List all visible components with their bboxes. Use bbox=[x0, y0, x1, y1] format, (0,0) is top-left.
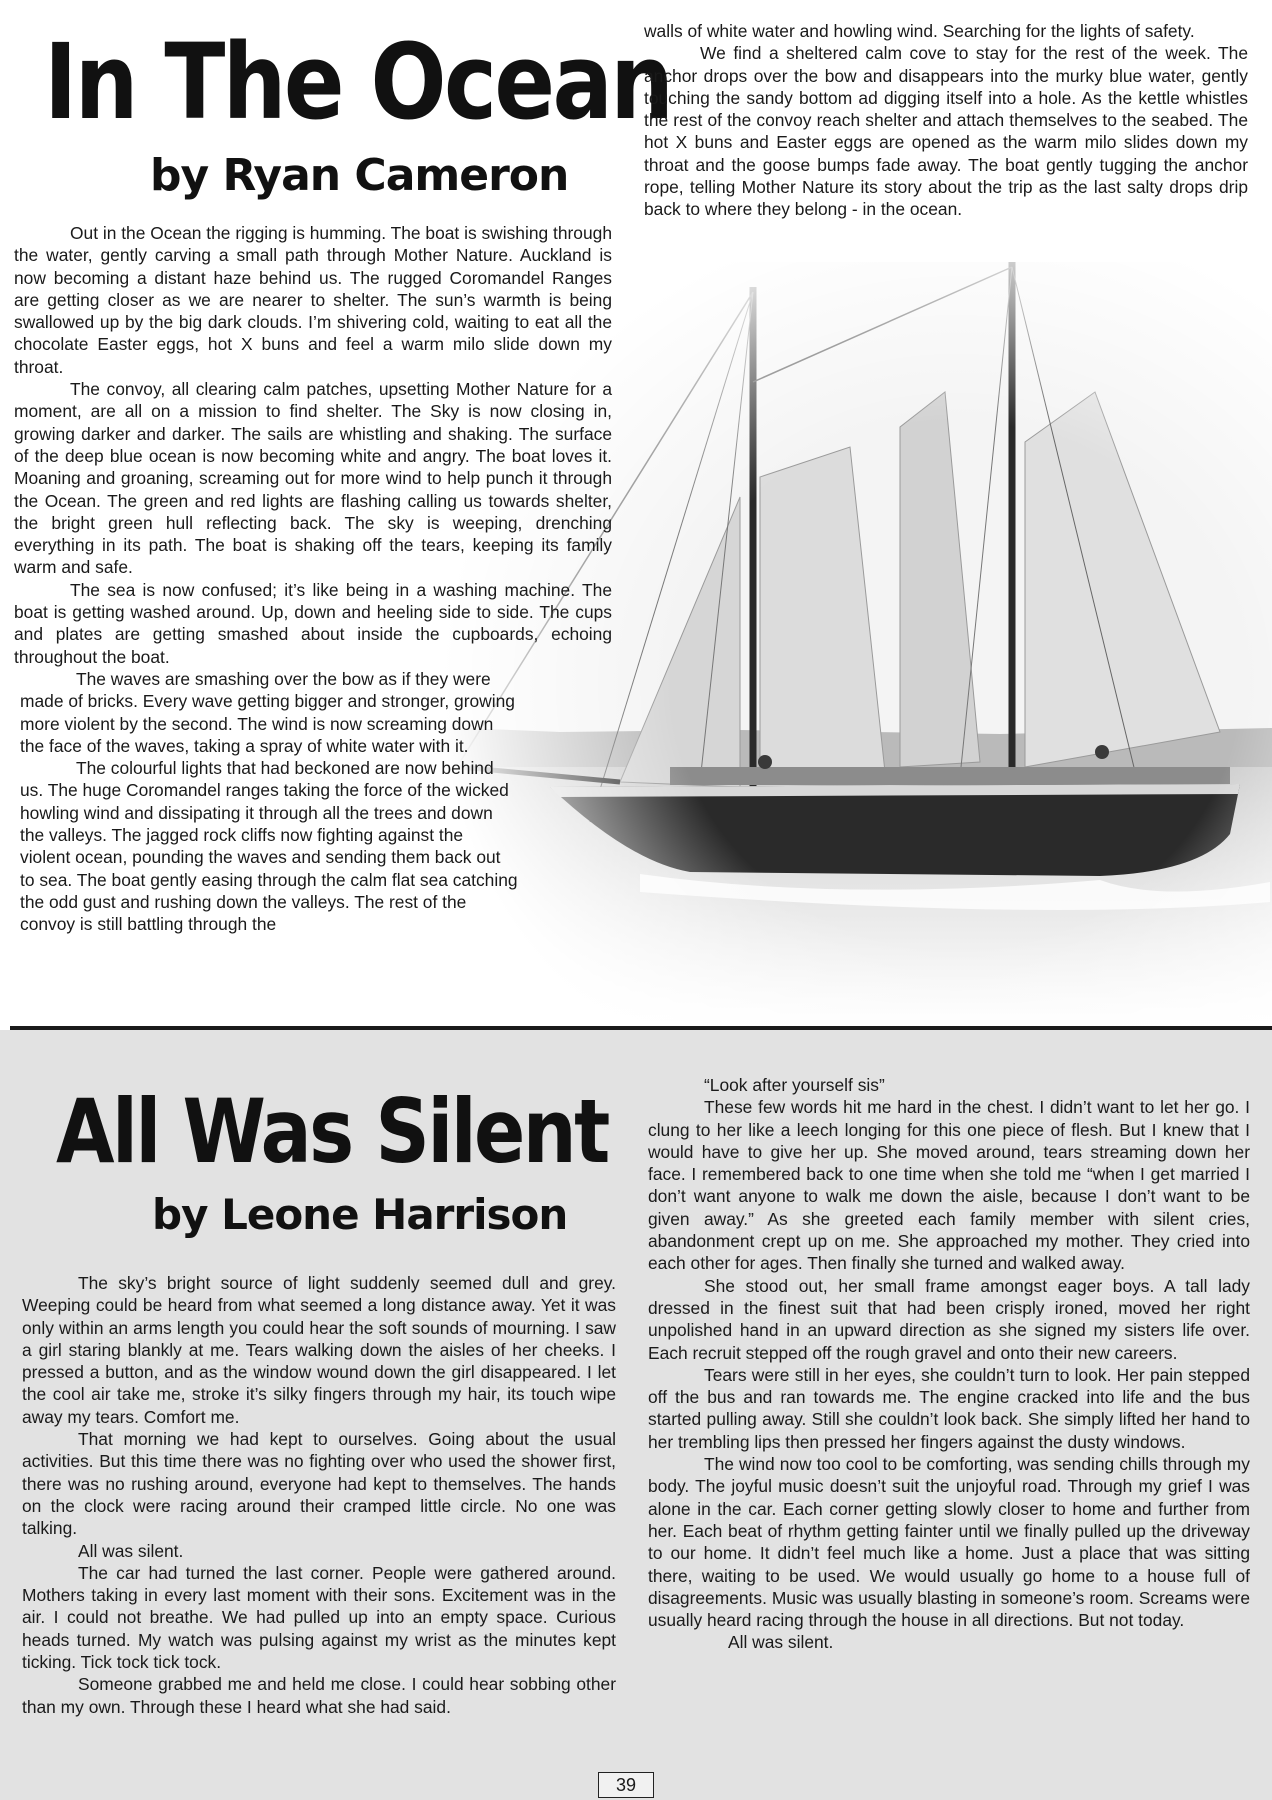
story2-paragraph: She stood out, her small frame amongst eager boys. A tall lady dressed in the finest suit that had been crisply ironed, moved her right unpolished hand in an upward direction as she signed my sisters life over. Each recruit stepped off the rough gravel and onto their new careers. bbox=[648, 1275, 1250, 1363]
story1-paragraph: The waves are smashing over the bow as if they were made of bricks. Every wave getting bigger and stronger, growing more violent by the second. The wind is now screaming down the face of the waves, taking a spray of white water with it. bbox=[20, 669, 515, 756]
story2-paragraph: Someone grabbed me and held me close. I could hear sobbing other than my own. Through these I heard what she had said. bbox=[22, 1674, 616, 1717]
story2-paragraph: “Look after yourself sis” bbox=[704, 1075, 885, 1095]
story2-paragraph: The wind now too cool to be comforting, was sending chills through my body. The joyful music doesn’t suit the unjoyful road. Through my grief I was alone in the car. Each corner getting slowly closer to home and further from her. Each beat of rhythm getting fainter until we finally pulled up the driveway to our home. It didn’t feel much like a home. Just a place that was sitting there, waiting to be used. We would usually go home to a house full of disagreements. Music was usually blasting in someone’s room. Screams were usually heard racing through the house in all directions. But not today. bbox=[648, 1454, 1250, 1631]
story1-column-left bbox=[14, 222, 612, 668]
story1-title: In The Ocean bbox=[44, 21, 672, 143]
story-all-was-silent bbox=[0, 1030, 1272, 1800]
page-number: 39 bbox=[598, 1772, 654, 1798]
story1-paragraph: Out in the Ocean the rigging is humming. The boat is swishing through the water, gently carving a small path through Mother Nature. Auckland is now becoming a distant haze behind us. The rugged Coromandel Ranges are getting closer as we are nearer to shelter. The sun’s warmth is being swallowed up by the big dark clouds. I’m shivering cold, waiting to eat all the chocolate Easter eggs, hot X buns and feel a warm milo slide down my throat. bbox=[14, 223, 612, 377]
story2-paragraph: These few words hit me hard in the chest. I didn’t want to let her go. I clung to her like a leech longing for this one piece of flesh. But I knew that I would have to give her up. She moved around, tears streaming down her face. I remembered back to one time when she told me “when I get married I don’t want anyone to walk me down the aisle, because I don’t want to be given away.” As she greeted each family member with silent cries, abandonment crept up on me. She approached my mother. They cried into each other for ages. Then finally she turned and walked away. bbox=[648, 1097, 1250, 1274]
story2-paragraph: The sky’s bright source of light suddenly seemed dull and grey. Weeping could be heard from what seemed a long distance away. Yet it was only within an arms length you could hear the soft sounds of mourning. I saw a girl staring blankly at me. Tears walking down the aisles of her cheeks. I pressed a button, and as the window wound down the girl disappeared. I let the cool air take me, stroke it’s silky fingers through my hair, its touch wipe away my tears. Comfort me. bbox=[22, 1273, 616, 1427]
story1-paragraph: The convoy, all clearing calm patches, upsetting Mother Nature for a moment, are all on a mission to find shelter. The Sky is now closing in, growing darker and darker. The sails are whistling and shaking. The surface of the deep blue ocean is now becoming white and angry. The boat loves it. Moaning and groaning, screaming out for more wind to help punch it through the Ocean. The green and red lights are flashing calling us towards shelter, the bright green hull reflecting back. The sky is weeping, drenching everything in its path. The boat is shaking off the tears, keeping its family warm and safe. bbox=[14, 379, 612, 578]
story2-title: All Was Silent bbox=[56, 1080, 608, 1183]
story2-column-left bbox=[22, 1272, 616, 1718]
story1-column-right bbox=[644, 20, 1248, 221]
story1-paragraph: walls of white water and howling wind. Searching for the lights of safety. bbox=[644, 21, 1195, 41]
story2-paragraph: All was silent. bbox=[78, 1540, 184, 1561]
story2-column-right bbox=[648, 1074, 1250, 1654]
story2-paragraph: All was silent. bbox=[728, 1632, 834, 1653]
story1-byline: by Ryan Cameron bbox=[150, 150, 569, 201]
story2-paragraph: That morning we had kept to ourselves. Going about the usual activities. But this time there was no fighting over who used the shower first, there was no rushing around, everyone had kept to themselves. The hands on the clock were racing around their cramped little circle. No one was talking. bbox=[22, 1429, 616, 1539]
story1-paragraph: We find a sheltered calm cove to stay for the rest of the week. The anchor drops over the bow and disappears into the murky blue water, gently touching the sandy bottom ad digging itself into a hole. As the kettle whistles the rest of the convoy reach shelter and attach themselves to the seabed. The hot X buns and Easter eggs are opened as the warm milo slides down my throat and the goose bumps fade away. The boat gently tugging the anchor rope, telling Mother Nature its story about the trip as the last salty drops drip back to where they belong - in the ocean. bbox=[644, 43, 1248, 220]
story2-paragraph: Tears were still in her eyes, she couldn’t turn to look. Her pain stepped off the bus and ran towards me. The engine cracked into life and the bus started pulling away. Still she couldn’t look back. She simply lifted her hand to her trembling lips then pressed her fingers against the dusty windows. bbox=[648, 1364, 1250, 1452]
story2-paragraph: The car had turned the last corner. People were gathered around. Mothers taking in every last moment with their sons. Excitement was in the air. I could not breathe. We had pulled up into an empty space. Curious heads turned. My watch was pulsing against my wrist as the minutes kept ticking. Tick tock tick tock. bbox=[22, 1562, 616, 1673]
story1-paragraph: The sea is now confused; it’s like being in a washing machine. The boat is getting washed around. Up, down and heeling side to side. The cups and plates are getting smashed about inside the cupboards, echoing throughout the boat. bbox=[14, 579, 612, 667]
story1-column-left-narrow bbox=[20, 668, 518, 936]
story2-byline: by Leone Harrison bbox=[152, 1190, 568, 1239]
story1-paragraph: The colourful lights that had beckoned are now behind us. The huge Coromandel ranges taking the force of the wicked howling wind and dissipating it through all the trees and down the valleys. The jagged rock cliffs now fighting against the violent ocean, pounding the waves and sending them back out to sea. The boat gently easing through the calm flat sea catching the odd gust and rushing down the valleys. The rest of the convoy is still battling through the bbox=[20, 758, 518, 935]
